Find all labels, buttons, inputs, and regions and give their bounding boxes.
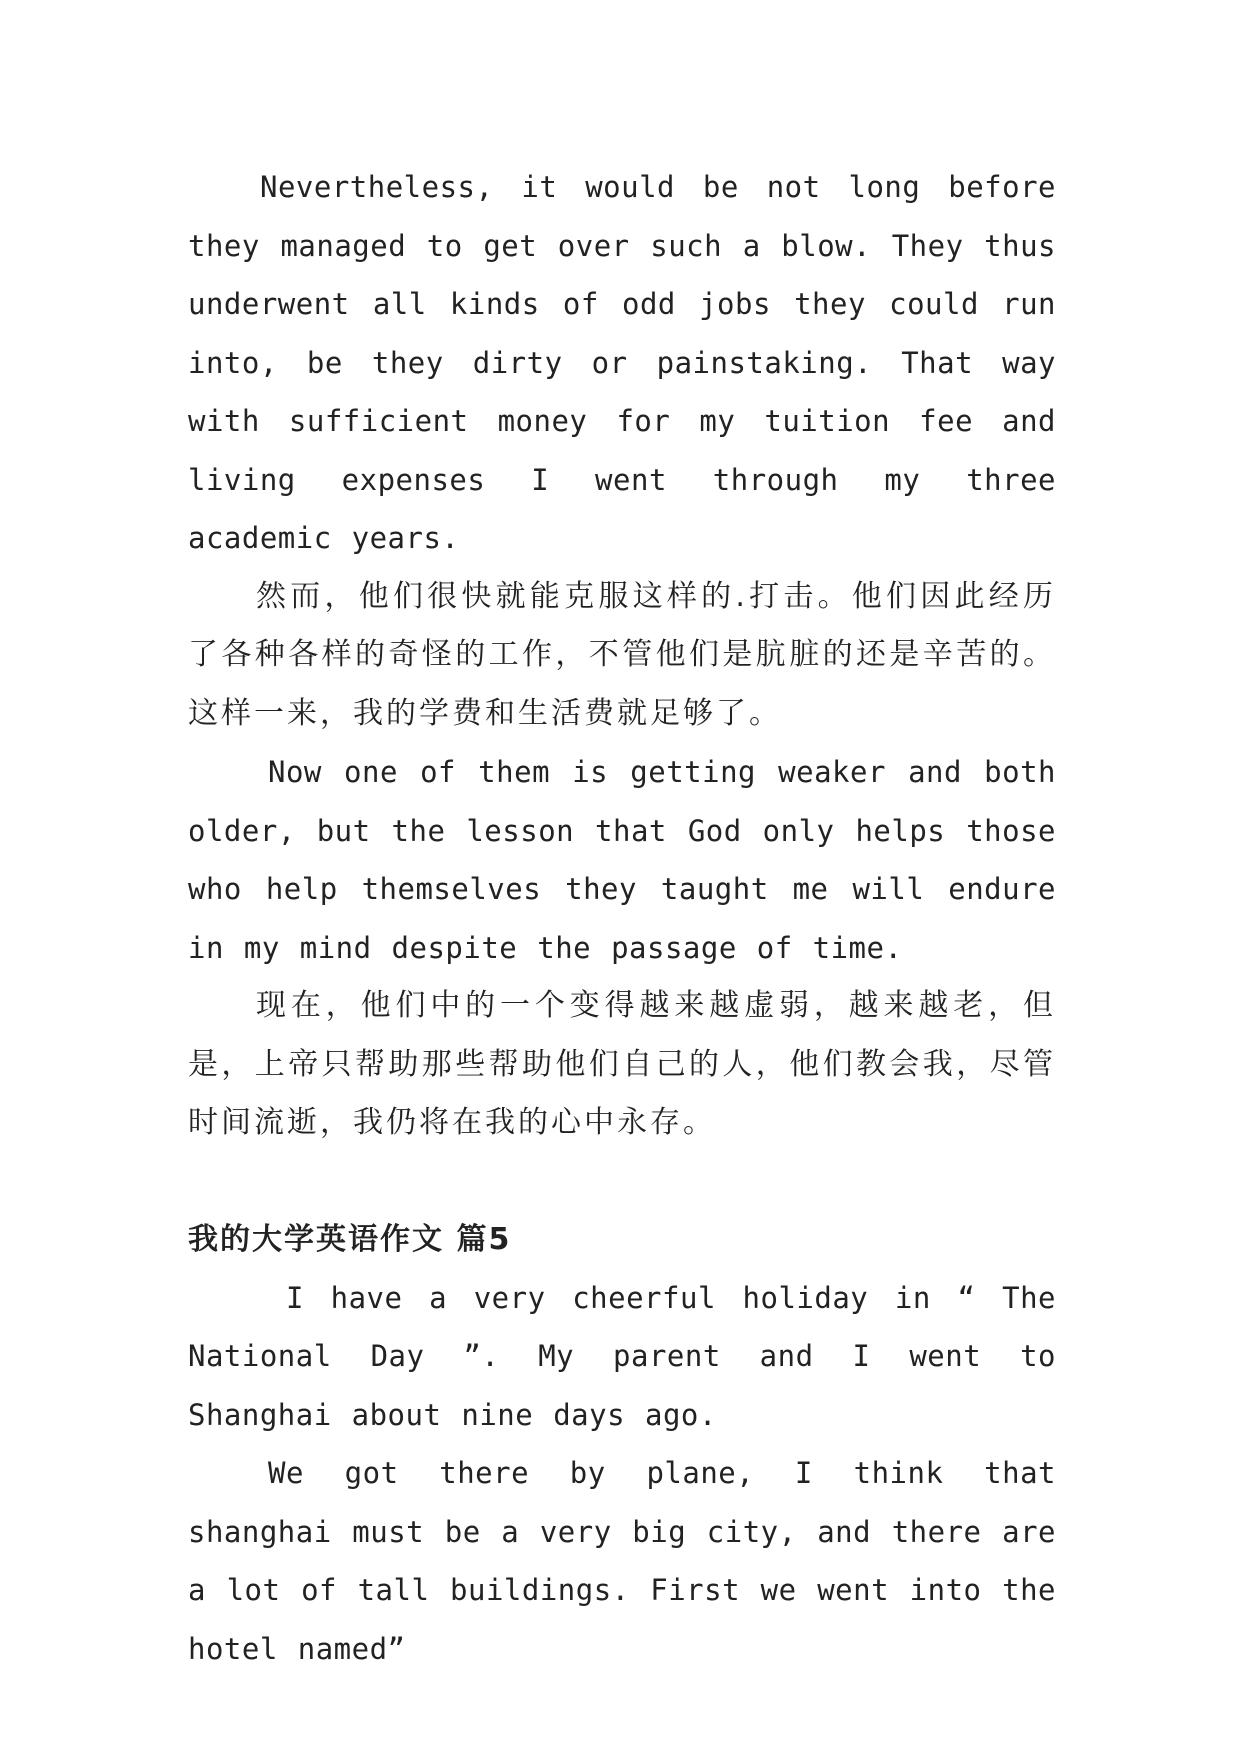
paragraph-chinese: 然而，他们很快就能克服这样的.打击。他们因此经历了各种各样的奇怪的工作，不管他们是肮脏的还是辛苦的。这样一来，我的学费和生活费就足够了。 <box>188 578 1056 731</box>
paragraph-english: Nevertheless, it would be not long before they managed to get over such a blow. They thus underwent all kinds of odd jobs they could run into, be they dirty or painstaking. That way with sufficient money for my tuition fee and living expenses I went through my three academic years. <box>188 170 1056 555</box>
paragraph-english: I have a very cheerful holiday in “ The National Day ”. My parent and I went to Shanghai about nine days ago. <box>188 1280 1056 1432</box>
paragraph-chinese: 现在，他们中的一个变得越来越虚弱，越来越老，但是，上帝只帮助那些帮助他们自己的人，他们教会我，尽管时间流逝，我仍将在我的心中永存。 <box>188 988 1056 1140</box>
section-heading: 我的大学英语作文 篇5 <box>188 1221 512 1257</box>
paragraph-english: Now one of them is getting weaker and both older, but the lesson that God only helps those who help themselves they taught me will endure in my mind despite the passage of time. <box>188 755 1056 965</box>
paragraph-english: We got there by plane, I think that shanghai must be a very big city, and there are a lot of tall buildings. First we went into the hotel named” <box>188 1456 1056 1666</box>
document-page <box>188 158 1056 1678</box>
